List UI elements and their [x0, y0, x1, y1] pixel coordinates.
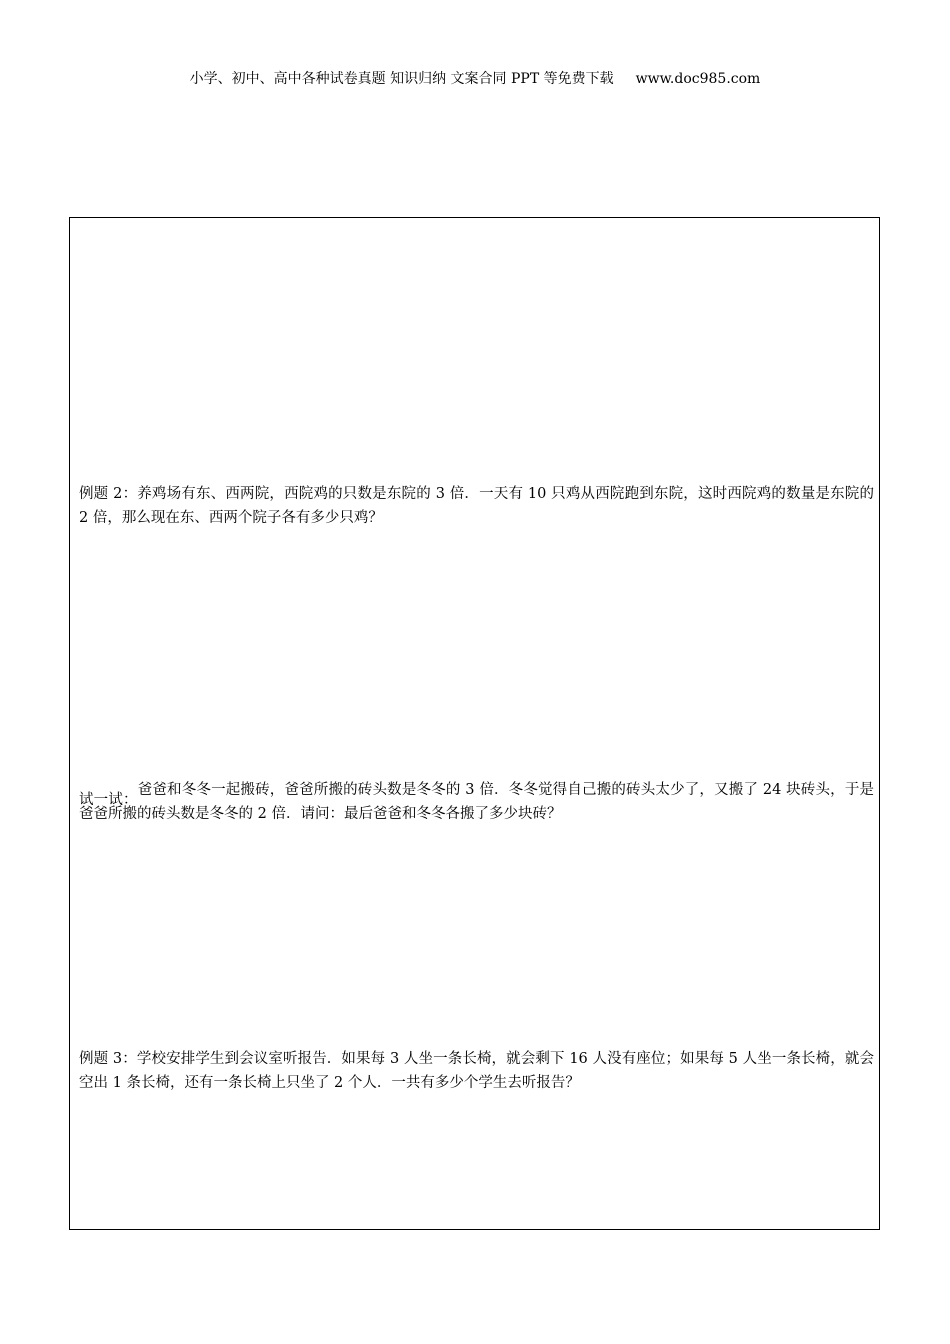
problem-text: 养鸡场有东、西两院，西院鸡的只数是东院的 3 倍．一天有 10 只鸡从西院跑到东院，这时西院鸡的数量是东院的 2 倍，那么现在东、西两个院子各有多少只鸡？ — [79, 486, 874, 526]
problem-text: 学校安排学生到会议室听报告．如果每 3 人坐一条长椅，就会剩下 16 人没有座位；如果每 5 人坐一条长椅，就会空出 1 条长椅，还有一条长椅上只坐了 2 个人．一共有多少个学生去听报告？ — [79, 1051, 874, 1091]
example-problem-3 — [79, 1047, 874, 1095]
example-problem-2 — [79, 482, 874, 530]
problem-label: 例题 3： — [79, 1051, 137, 1067]
try-it-problem — [79, 778, 874, 826]
problem-label: 试一试： — [79, 792, 138, 808]
problem-label: 例题 2： — [79, 486, 138, 502]
header-site-link[interactable]: www.doc985.com — [635, 71, 761, 87]
problem-text: 爸爸和冬冬一起搬砖，爸爸所搬的砖头数是冬冬的 3 倍．冬冬觉得自己搬的砖头太少了，又搬了 24 块砖头，于是爸爸所搬的砖头数是冬冬的 2 倍．请问：最后爸爸和冬冬各搬了多少块砖？ — [79, 782, 875, 822]
page-header — [0, 68, 950, 88]
header-title: 小学、初中、高中各种试卷真题 知识归纳 文案合同 PPT 等免费下载 — [189, 71, 614, 87]
